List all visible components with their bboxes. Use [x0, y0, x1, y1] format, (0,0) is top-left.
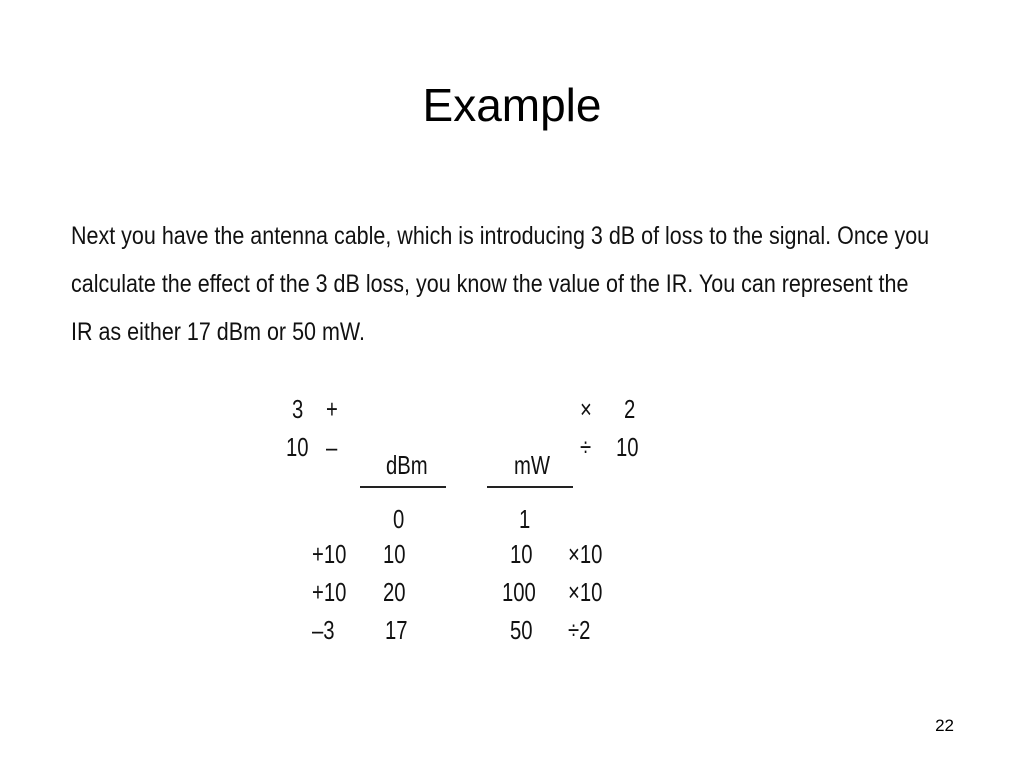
dbm-value: 10	[383, 539, 406, 569]
mw-value: 1	[519, 504, 531, 534]
dbm-value: 17	[385, 615, 408, 645]
legend-right-value: 10	[616, 432, 639, 462]
paragraph-line: IR as either 17 dBm or 50 mW.	[71, 318, 365, 346]
column-header-dbm: dBm	[386, 450, 428, 480]
legend-right-operator: ×	[580, 394, 592, 424]
legend-left-value: 10	[286, 432, 309, 462]
slide-title: Example	[422, 79, 602, 131]
paragraph-line: Next you have the antenna cable, which is introducing 3 dB of loss to the signal. Once you	[71, 222, 930, 250]
mw-operation: ×10	[568, 539, 603, 569]
db-operation: +10	[312, 577, 347, 607]
db-operation: –3	[312, 615, 335, 645]
dbm-value: 20	[383, 577, 406, 607]
db-operation: +10	[312, 539, 347, 569]
mw-value: 100	[502, 577, 536, 607]
legend-right-operator: ÷	[580, 432, 592, 462]
page-number: 22	[935, 716, 954, 735]
legend-right-value: 2	[624, 394, 636, 424]
paragraph-line: calculate the effect of the 3 dB loss, you know the value of the IR. You can represent the	[71, 270, 909, 298]
mw-operation: ÷2	[568, 615, 591, 645]
legend-left-operator: +	[326, 394, 338, 424]
header-underline-dbm	[360, 486, 446, 488]
legend-left-value: 3	[292, 394, 304, 424]
mw-value: 10	[510, 539, 533, 569]
legend-left-operator: –	[326, 432, 338, 462]
mw-operation: ×10	[568, 577, 603, 607]
column-header-mw: mW	[514, 450, 551, 480]
dbm-value: 0	[393, 504, 405, 534]
header-underline-mw	[487, 486, 573, 488]
mw-value: 50	[510, 615, 533, 645]
